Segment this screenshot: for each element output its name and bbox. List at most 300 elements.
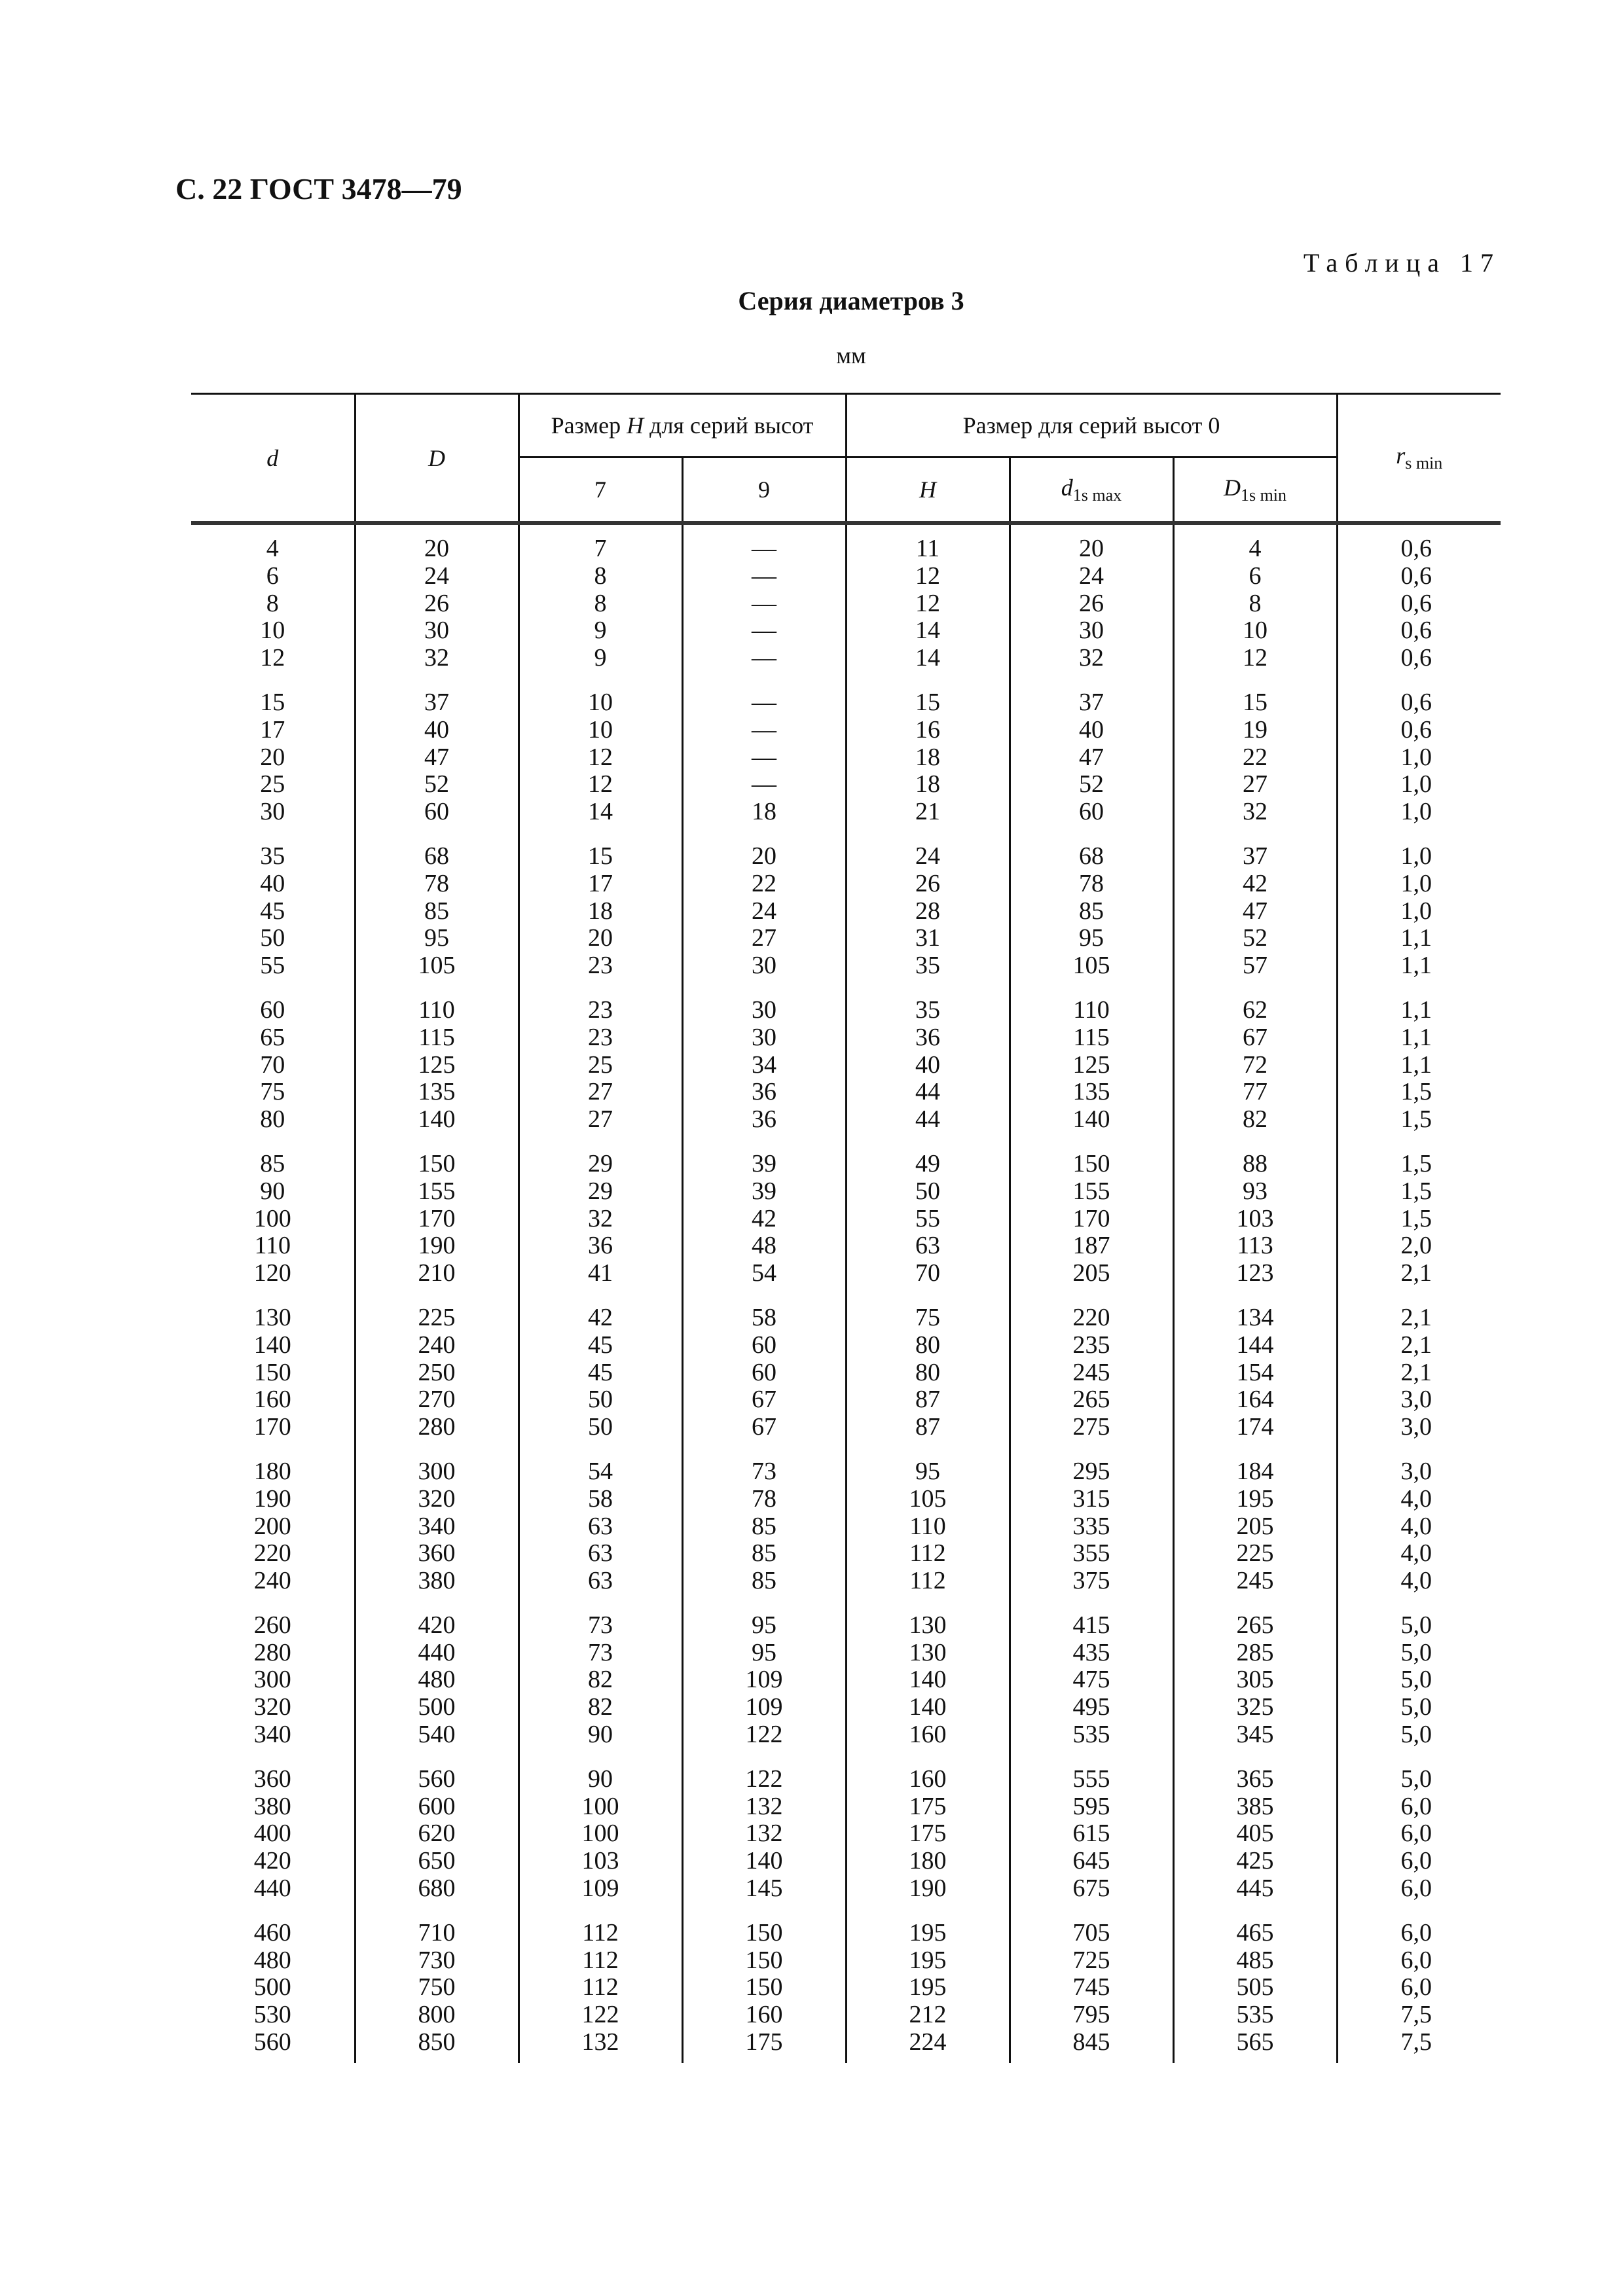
table-cell: 5,0: [1337, 1612, 1501, 1640]
table-cell: 103: [519, 1848, 682, 1875]
table-cell: 109: [682, 1666, 846, 1694]
table-cell: —: [682, 689, 846, 717]
table-cell: 210: [355, 1260, 519, 1287]
col-group-header-h: [519, 394, 846, 457]
spacer-cell: [846, 1287, 1010, 1304]
table-cell: 57: [1173, 952, 1337, 980]
table-cell: 67: [682, 1414, 846, 1441]
table-cell: 6,0: [1337, 1947, 1501, 1975]
spacer-cell: [682, 1903, 846, 1920]
table-cell: 100: [253, 1204, 291, 1232]
table-label: Таблица 17: [1303, 248, 1501, 278]
table-cell: 1,1: [1337, 1052, 1501, 1079]
table-cell: 225: [1173, 1540, 1337, 1568]
table-cell: 5,0: [1337, 1721, 1501, 1749]
table-cell: 110: [1010, 997, 1173, 1024]
table-cell: 480: [253, 1946, 291, 1974]
table-cell: 375: [1010, 1568, 1173, 1595]
spacer-cell: [355, 826, 519, 843]
table-row: [191, 1568, 1501, 1595]
table-cell: 340: [253, 1721, 291, 1749]
table-cell: 300: [253, 1666, 291, 1694]
table-cell: 730: [355, 1947, 519, 1975]
table-cell: 24: [682, 898, 846, 925]
table-row: [191, 997, 1501, 1024]
table-cell: 300: [355, 1458, 519, 1486]
table-cell: 645: [1010, 1848, 1173, 1875]
table-cell: 345: [1173, 1721, 1337, 1749]
table-cell: 595: [1010, 1793, 1173, 1821]
table-row: [191, 1848, 1501, 1875]
table-cell: 80: [846, 1359, 1010, 1387]
table-cell: 82: [519, 1694, 682, 1721]
table-cell: 560: [355, 1766, 519, 1793]
table-cell: 50: [519, 1414, 682, 1441]
table-cell: 95: [682, 1640, 846, 1667]
table-cell: 112: [846, 1568, 1010, 1595]
table-cell: 440: [355, 1640, 519, 1667]
group-spacer: [191, 523, 1501, 535]
spacer-cell: [191, 1595, 355, 1612]
table-cell: 6,0: [1337, 1920, 1501, 1947]
spacer-cell: [191, 1749, 355, 1766]
spacer-cell: [1173, 1749, 1337, 1766]
table-row: [191, 1106, 1501, 1134]
spacer-cell: [846, 1134, 1010, 1151]
table-cell: 24: [355, 563, 519, 590]
table-cell: 27: [519, 1079, 682, 1106]
table-cell: 100: [519, 1793, 682, 1821]
table-row: [191, 1666, 1501, 1694]
table-cell: 4,0: [1337, 1486, 1501, 1513]
table-cell: 420: [253, 1847, 291, 1875]
table-row: [191, 1079, 1501, 1106]
table-cell: 225: [355, 1304, 519, 1332]
table-cell: 14: [846, 645, 1010, 672]
spacer-cell: [1337, 980, 1501, 997]
table-cell: 85: [260, 1149, 285, 1177]
table-cell: 112: [846, 1540, 1010, 1568]
table-cell: 1,0: [1337, 843, 1501, 870]
table-cell: 2,1: [1337, 1304, 1501, 1332]
table-row: [191, 1820, 1501, 1848]
table-row: [191, 1540, 1501, 1568]
table-cell: 10: [260, 617, 285, 645]
table-cell: 37: [1010, 689, 1173, 717]
spacer-cell: [846, 1903, 1010, 1920]
table-cell: 95: [846, 1458, 1010, 1486]
table-row: [191, 1920, 1501, 1947]
table-cell: 55: [846, 1206, 1010, 1233]
table-cell: 15: [846, 689, 1010, 717]
table-row: [191, 1947, 1501, 1975]
table-cell: 20: [519, 925, 682, 952]
spacer-cell: [191, 826, 355, 843]
table-row: [191, 1612, 1501, 1640]
table-cell: 154: [1173, 1359, 1337, 1387]
table-cell: 6: [1173, 563, 1337, 590]
table-cell: 45: [260, 897, 285, 925]
table-cell: 184: [1173, 1458, 1337, 1486]
table-cell: 250: [355, 1359, 519, 1387]
group-h-suffix: для серий высот: [644, 412, 814, 439]
spacer-cell: [191, 1287, 355, 1304]
table-cell: 10: [519, 717, 682, 744]
spacer-cell: [519, 672, 682, 689]
table-cell: 265: [1173, 1612, 1337, 1640]
table-cell: 0,6: [1337, 617, 1501, 645]
table-cell: 16: [846, 717, 1010, 744]
spacer-cell: [355, 1134, 519, 1151]
rs-main: r: [1396, 442, 1406, 469]
table-cell: 1,1: [1337, 952, 1501, 980]
table-row: [191, 1332, 1501, 1359]
spacer-cell: [191, 980, 355, 997]
table-cell: 30: [355, 617, 519, 645]
table-row: [191, 1974, 1501, 2001]
table-cell: 4,0: [1337, 1568, 1501, 1595]
table-cell: 495: [1010, 1694, 1173, 1721]
table-header: [191, 394, 1501, 524]
table-cell: 63: [846, 1232, 1010, 1260]
table-cell: 380: [253, 1792, 291, 1820]
spacer-cell: [846, 1749, 1010, 1766]
table-cell: 52: [1173, 925, 1337, 952]
table-cell: 42: [1173, 870, 1337, 898]
table-cell: 220: [1010, 1304, 1173, 1332]
table-cell: 1,1: [1337, 997, 1501, 1024]
d1s-sub: 1s max: [1072, 486, 1122, 505]
table-cell: 155: [1010, 1178, 1173, 1206]
table-cell: 58: [682, 1304, 846, 1332]
spacer-cell: [1337, 1903, 1501, 1920]
table-row: [191, 1206, 1501, 1233]
table-cell: 725: [1010, 1947, 1173, 1975]
table-cell: 5,0: [1337, 1640, 1501, 1667]
table-cell: 0,6: [1337, 590, 1501, 618]
table-cell: 48: [682, 1232, 846, 1260]
table-cell: 1,0: [1337, 798, 1501, 826]
table-cell: 400: [253, 1820, 291, 1848]
spacer-cell: [1337, 2056, 1501, 2063]
table-cell: 750: [355, 1974, 519, 2001]
spacer-cell: [1337, 1595, 1501, 1612]
spacer-cell: [519, 1903, 682, 1920]
table-cell: 6,0: [1337, 1848, 1501, 1875]
table-cell: 30: [682, 952, 846, 980]
table-cell: 340: [355, 1513, 519, 1541]
table-cell: 325: [1173, 1694, 1337, 1721]
table-cell: 9: [519, 645, 682, 672]
table-cell: 22: [682, 870, 846, 898]
table-cell: 30: [682, 1024, 846, 1052]
table-cell: 85: [682, 1568, 846, 1595]
table-cell: 435: [1010, 1640, 1173, 1667]
table-row: [191, 1304, 1501, 1332]
table-cell: 18: [682, 798, 846, 826]
D1s-sub: 1s min: [1240, 486, 1287, 505]
table-cell: 14: [519, 798, 682, 826]
table-cell: 170: [253, 1413, 291, 1441]
spacer-cell: [682, 523, 846, 535]
table-cell: 36: [846, 1024, 1010, 1052]
table-row: [191, 2029, 1501, 2056]
table-cell: 1,5: [1337, 1079, 1501, 1106]
spacer-cell: [355, 1441, 519, 1458]
table-cell: 320: [355, 1486, 519, 1513]
table-cell: 530: [253, 2001, 291, 2029]
table-cell: 205: [1173, 1513, 1337, 1541]
table-cell: 12: [519, 744, 682, 772]
group-spacer: [191, 826, 1501, 843]
table-cell: 40: [846, 1052, 1010, 1079]
table-row: [191, 1640, 1501, 1667]
table-cell: 4,0: [1337, 1513, 1501, 1541]
table-row: [191, 1766, 1501, 1793]
table-cell: 82: [1173, 1106, 1337, 1134]
table-row: [191, 1052, 1501, 1079]
col-header-h7: 7: [519, 457, 682, 524]
table-cell: 6,0: [1337, 1974, 1501, 2001]
table-cell: 1,5: [1337, 1151, 1501, 1178]
table-cell: 270: [355, 1386, 519, 1414]
col-header-h9: 9: [682, 457, 846, 524]
table-cell: 135: [1010, 1079, 1173, 1106]
table-cell: 44: [846, 1106, 1010, 1134]
rs-sub: s min: [1405, 454, 1443, 473]
table-cell: 67: [1173, 1024, 1337, 1052]
table-cell: 2,0: [1337, 1232, 1501, 1260]
table-cell: 680: [355, 1875, 519, 1903]
table-cell: 73: [519, 1640, 682, 1667]
page-header: С. 22 ГОСТ 3478—79: [175, 172, 462, 206]
table-cell: 160: [682, 2001, 846, 2029]
table-cell: 35: [846, 997, 1010, 1024]
spacer-cell: [1173, 672, 1337, 689]
table-cell: 650: [355, 1848, 519, 1875]
table-row: [191, 1414, 1501, 1441]
spacer-cell: [1337, 1441, 1501, 1458]
spacer-cell: [846, 2056, 1010, 2063]
group-spacer: [191, 1287, 1501, 1304]
group-spacer: [191, 1134, 1501, 1151]
spacer-cell: [191, 1134, 355, 1151]
table-row: [191, 744, 1501, 772]
table-cell: 150: [682, 1974, 846, 2001]
table-cell: 42: [519, 1304, 682, 1332]
table-cell: 63: [519, 1540, 682, 1568]
spacer-cell: [1173, 2056, 1337, 2063]
table-cell: 280: [355, 1414, 519, 1441]
table-cell: —: [682, 563, 846, 590]
spacer-cell: [1010, 1749, 1173, 1766]
table-cell: 47: [1173, 898, 1337, 925]
table-cell: 47: [1010, 744, 1173, 772]
table-row: [191, 798, 1501, 826]
table-cell: 140: [355, 1106, 519, 1134]
table-cell: 90: [519, 1721, 682, 1749]
spacer-cell: [682, 826, 846, 843]
table-cell: 135: [355, 1079, 519, 1106]
table-cell: 8: [519, 590, 682, 618]
spacer-cell: [519, 523, 682, 535]
table-cell: 20: [1010, 535, 1173, 563]
col-header-D1s: [1173, 457, 1337, 524]
table-cell: 555: [1010, 1766, 1173, 1793]
table-cell: 120: [253, 1259, 291, 1287]
group-spacer: [191, 2056, 1501, 2063]
table-cell: 220: [253, 1539, 291, 1568]
table-cell: 175: [682, 2029, 846, 2056]
table-cell: 245: [1173, 1568, 1337, 1595]
table-cell: 285: [1173, 1640, 1337, 1667]
D1s-main: D: [1223, 474, 1241, 501]
table-cell: —: [682, 590, 846, 618]
table-cell: 12: [846, 590, 1010, 618]
table-cell: 360: [253, 1765, 291, 1793]
table-cell: 245: [1010, 1359, 1173, 1387]
spacer-cell: [682, 2056, 846, 2063]
table-cell: 335: [1010, 1513, 1173, 1541]
table-cell: 28: [846, 898, 1010, 925]
table-cell: 85: [1010, 898, 1173, 925]
spacer-cell: [682, 672, 846, 689]
table-cell: 164: [1173, 1386, 1337, 1414]
table-cell: 212: [846, 2001, 1010, 2029]
group-spacer: [191, 672, 1501, 689]
spacer-cell: [1010, 1441, 1173, 1458]
table-row: [191, 898, 1501, 925]
table-cell: 150: [1010, 1151, 1173, 1178]
table-cell: 67: [682, 1386, 846, 1414]
spacer-cell: [1010, 826, 1173, 843]
table-cell: 25: [260, 770, 285, 798]
table-cell: 35: [846, 952, 1010, 980]
col-header-d1s: [1010, 457, 1173, 524]
table-cell: 110: [254, 1232, 291, 1260]
table-cell: 745: [1010, 1974, 1173, 2001]
table-cell: 49: [846, 1151, 1010, 1178]
table-cell: 180: [846, 1848, 1010, 1875]
spacer-cell: [1173, 980, 1337, 997]
table-cell: 87: [846, 1386, 1010, 1414]
table-cell: 30: [682, 997, 846, 1024]
spacer-cell: [1337, 1287, 1501, 1304]
table-cell: 20: [682, 843, 846, 870]
table-cell: 37: [355, 689, 519, 717]
table-title: Серия диаметров 3: [738, 286, 964, 315]
table-cell: 123: [1173, 1260, 1337, 1287]
spacer-cell: [519, 2056, 682, 2063]
table-cell: 27: [519, 1106, 682, 1134]
group-spacer: [191, 1595, 1501, 1612]
spacer-cell: [1010, 672, 1173, 689]
table-cell: 23: [519, 997, 682, 1024]
table-cell: 93: [1173, 1178, 1337, 1206]
table-cell: 35: [260, 842, 285, 870]
table-cell: 15: [1173, 689, 1337, 717]
table-cell: 200: [253, 1512, 291, 1540]
table-cell: 115: [355, 1024, 519, 1052]
table-row: [191, 1386, 1501, 1414]
spacer-cell: [846, 1595, 1010, 1612]
col-header-d: d: [266, 444, 279, 471]
spacer-cell: [519, 1287, 682, 1304]
table-cell: 235: [1010, 1332, 1173, 1359]
table-row: [191, 925, 1501, 952]
table-row: [191, 535, 1501, 563]
table-cell: 150: [682, 1920, 846, 1947]
table-cell: 130: [253, 1303, 291, 1331]
table-cell: —: [682, 645, 846, 672]
table-row: [191, 689, 1501, 717]
table-cell: 415: [1010, 1612, 1173, 1640]
spacer-cell: [519, 980, 682, 997]
table-row: [191, 1458, 1501, 1486]
table-cell: 445: [1173, 1875, 1337, 1903]
table-cell: 125: [1010, 1052, 1173, 1079]
table-cell: 8: [1173, 590, 1337, 618]
table-cell: 60: [1010, 798, 1173, 826]
table-cell: 710: [355, 1920, 519, 1947]
table-cell: 1,1: [1337, 1024, 1501, 1052]
table-cell: 39: [682, 1178, 846, 1206]
table-cell: 480: [355, 1666, 519, 1694]
spacer-cell: [355, 2056, 519, 2063]
table-cell: 175: [846, 1793, 1010, 1821]
table-cell: 21: [846, 798, 1010, 826]
spacer-cell: [1010, 1903, 1173, 1920]
table-cell: 34: [682, 1052, 846, 1079]
spacer-cell: [519, 1134, 682, 1151]
table-cell: 15: [519, 843, 682, 870]
table-cell: 4: [1173, 535, 1337, 563]
group-spacer: [191, 980, 1501, 997]
table-cell: 0,6: [1337, 689, 1501, 717]
table-cell: 280: [253, 1638, 291, 1666]
table-cell: 260: [253, 1611, 291, 1639]
bearing-dimensions-table: [191, 393, 1501, 2063]
table-cell: 100: [519, 1820, 682, 1848]
table-cell: 54: [682, 1260, 846, 1287]
table-cell: 150: [253, 1358, 291, 1386]
table-cell: 1,0: [1337, 898, 1501, 925]
table-cell: 190: [355, 1232, 519, 1260]
table-cell: 36: [682, 1106, 846, 1134]
table-cell: 80: [846, 1332, 1010, 1359]
table-cell: 112: [519, 1974, 682, 2001]
spacer-cell: [355, 980, 519, 997]
table-cell: 3,0: [1337, 1386, 1501, 1414]
spacer-cell: [191, 1903, 355, 1920]
table-cell: 195: [1173, 1486, 1337, 1513]
spacer-cell: [355, 1903, 519, 1920]
table-row: [191, 645, 1501, 672]
table-cell: 240: [355, 1332, 519, 1359]
table-cell: 600: [355, 1793, 519, 1821]
table-cell: 87: [846, 1414, 1010, 1441]
table-row: [191, 843, 1501, 870]
table-cell: 132: [682, 1820, 846, 1848]
table-cell: 12: [1173, 645, 1337, 672]
table-row: [191, 1359, 1501, 1387]
table-cell: 1,1: [1337, 925, 1501, 952]
table-cell: 155: [355, 1178, 519, 1206]
table-cell: 20: [355, 535, 519, 563]
table-cell: 11: [846, 535, 1010, 563]
spacer-cell: [682, 1749, 846, 1766]
table-cell: 180: [253, 1457, 291, 1485]
